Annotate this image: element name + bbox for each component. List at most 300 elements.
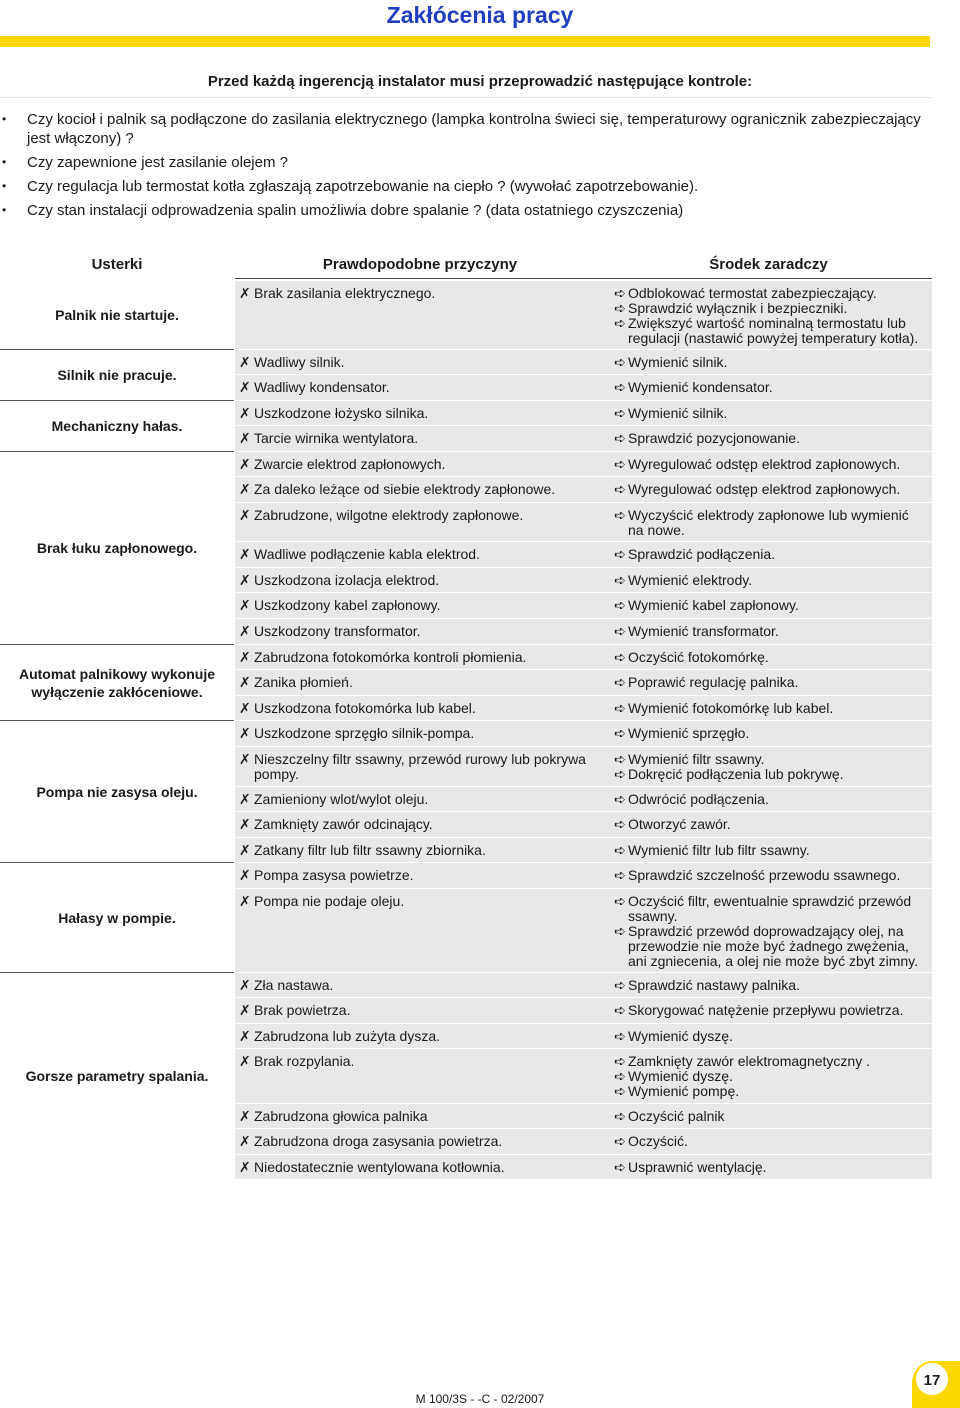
cause-cell [239,431,599,446]
remedy-cell [614,701,926,716]
checklist-item: • Czy zapewnione jest zasilanie olejem ? [0,153,930,172]
cause-cell [239,1134,599,1149]
remedy-line [614,701,926,716]
remedy-line [614,457,926,472]
remedy-text: Usprawnić wentylację. [628,1159,767,1175]
cause-text: Wadliwe podłączenie kabla elektrod. [254,546,480,562]
remedy-text: Wymienić silnik. [628,354,728,370]
remedy-text: Wymienić kondensator. [628,379,773,395]
remedy-line [614,624,926,639]
remedy-text: Oczyścić filtr, ewentualnie sprawdzić przewód ssawny. [628,893,912,924]
fault-cell: Brak łuku zapłonowego. [36,540,198,556]
cross-icon: ✗ [239,405,251,421]
remedy-text: Wyregulować odstęp elektrod zapłonowych. [628,456,901,472]
cause-cell [239,792,599,807]
cause-line [239,978,599,993]
remedy-text: Zamknięty zawór elektromagnetyczny . [628,1053,870,1069]
remedy-cell [614,817,926,832]
remedy-text: Zwiększyć wartość nominalną termostatu lub regulacji (nastawić powyżej temperatury kotła). [628,315,919,346]
cause-line [239,457,599,472]
cause-line [239,482,599,497]
header-faults: Usterki [91,256,143,273]
remedy-line [614,1069,926,1084]
table-row [235,426,932,451]
cause-cell [239,286,599,301]
arrow-icon: ➪ [614,354,626,370]
remedy-cell [614,752,926,782]
table-row [235,812,932,837]
table-row [235,401,932,425]
cause-cell [239,406,599,421]
remedy-line [614,868,926,883]
remedy-line [614,924,926,969]
cause-line [239,355,599,370]
cause-text: Uszkodzony kabel zapłonowy. [254,597,441,613]
remedy-cell [614,1029,926,1044]
remedy-line [614,573,926,588]
cross-icon: ✗ [239,649,251,665]
cause-text: Wadliwy silnik. [254,354,345,370]
arrow-icon: ➪ [614,546,626,562]
arrow-icon: ➪ [614,791,626,807]
cause-text: Zatkany filtr lub filtr ssawny zbiornika. [254,842,486,858]
cause-line [239,286,599,301]
fault-cell: Pompa nie zasysa oleju. [36,783,198,800]
remedy-cell [614,431,926,446]
arrow-icon: ➪ [614,405,626,421]
remedy-cell [614,457,926,472]
remedy-cell [614,547,926,562]
cross-icon: ✗ [239,507,251,523]
arrow-icon: ➪ [614,285,626,301]
cross-icon: ✗ [239,379,251,395]
table-row [235,645,932,669]
table-row [235,863,932,888]
remedy-text: Dokręcić podłączenia lub pokrywę. [628,766,844,782]
cross-icon: ✗ [239,481,251,497]
arrow-icon: ➪ [614,481,626,497]
cause-text: Zabrudzona fotokomórka kontroli płomienia. [254,649,527,665]
remedy-text: Odwrócić podłączenia. [628,791,769,807]
cause-line [239,431,599,446]
cause-text: Za daleko leżące od siebie elektrody zapłonowe. [254,481,556,497]
cause-cell [239,482,599,497]
remedy-cell [614,380,926,395]
cross-icon: ✗ [239,977,251,993]
remedy-line [614,650,926,665]
cross-icon: ✗ [239,354,251,370]
checklist-heading: Przed każdą ingerencją instalator musi przeprowadzić następujące kontrole: [207,73,753,90]
remedy-line [614,598,926,613]
arrow-icon: ➪ [614,893,626,909]
cause-cell [239,650,599,665]
cause-line [239,868,599,883]
cause-text: Uszkodzona fotokomórka lub kabel. [254,700,476,716]
table-row [235,281,932,349]
cause-cell [239,978,599,993]
arrow-icon: ➪ [614,1083,626,1099]
table-row [235,838,932,862]
cause-line [239,752,599,782]
cross-icon: ✗ [239,456,251,472]
cause-cell [239,1160,599,1175]
cause-cell [239,675,599,690]
cause-line [239,624,599,639]
cause-text: Wadliwy kondensator. [254,379,390,395]
arrow-icon: ➪ [614,456,626,472]
remedy-line [614,355,926,370]
cause-cell [239,817,599,832]
remedy-text: Wymienić fotokomórkę lub kabel. [628,700,834,716]
remedy-text: Wymienić sprzęgło. [628,725,750,741]
remedy-text: Oczyścić. [628,1133,688,1149]
remedy-line [614,1109,926,1124]
cause-cell [239,1029,599,1044]
cross-icon: ✗ [239,1028,251,1044]
fault-cell: Palnik nie startuje. [55,307,179,323]
table-row [235,350,932,374]
cause-line [239,406,599,421]
table-row [235,747,932,786]
cause-line [239,573,599,588]
remedy-cell [614,1134,926,1149]
remedy-text: Sprawdzić pozycjonowanie. [628,430,800,446]
remedy-text: Wyczyścić elektrody zapłonowe lub wymienić na nowe. [628,507,909,538]
arrow-icon: ➪ [614,977,626,993]
arrow-icon: ➪ [614,430,626,446]
remedy-text: Wymienić filtr lub filtr ssawny. [628,842,810,858]
arrow-icon: ➪ [614,1053,626,1069]
cause-line [239,894,599,909]
cross-icon: ✗ [239,1053,251,1069]
arrow-icon: ➪ [614,649,626,665]
cause-line [239,1054,599,1069]
cross-icon: ✗ [239,623,251,639]
cross-icon: ✗ [239,1002,251,1018]
remedy-text: Oczyścić fotokomórkę. [628,649,769,665]
remedy-line [614,301,926,316]
remedy-line [614,431,926,446]
remedy-line [614,380,926,395]
remedy-line [614,1029,926,1044]
cause-cell [239,508,599,523]
remedy-cell [614,792,926,807]
cause-text: Brak powietrza. [254,1002,351,1018]
cause-cell [239,752,599,782]
cause-line [239,1029,599,1044]
table-row [235,721,932,746]
remedy-line [614,843,926,858]
remedy-line [614,1134,926,1149]
arrow-icon: ➪ [614,597,626,613]
page-number: 17 [923,1372,941,1389]
remedy-text: Wymienić filtr ssawny. [628,751,765,767]
cause-text: Uszkodzony transformator. [254,623,421,639]
remedy-text: Odblokować termostat zabezpieczający. [628,285,877,301]
cross-icon: ✗ [239,842,251,858]
table-row [235,787,932,811]
page-number-badge [902,1351,960,1408]
remedy-line [614,1160,926,1175]
cross-icon: ✗ [239,597,251,613]
cause-line [239,1109,599,1124]
table-row [235,1155,932,1179]
cause-text: Uszkodzone łożysko silnika. [254,405,429,421]
document-code: M 100/3S - -C - 02/2007 [415,1392,545,1406]
remedy-line [614,316,926,346]
cause-text: Zabrudzona głowica palnika [254,1108,428,1124]
cause-text: Zanika płomień. [254,674,353,690]
table-row [235,568,932,592]
cause-line [239,650,599,665]
cause-line [239,843,599,858]
remedy-cell [614,286,926,346]
cause-cell [239,457,599,472]
remedy-cell [614,978,926,993]
remedy-line [614,978,926,993]
arrow-icon: ➪ [614,766,626,782]
table-rule [235,278,932,279]
table-row [235,619,932,644]
remedy-cell [614,573,926,588]
arrow-icon: ➪ [614,572,626,588]
remedy-cell [614,624,926,639]
header-causes: Prawdopodobne przyczyny [322,256,518,273]
remedy-cell [614,598,926,613]
cause-text: Zabrudzone, wilgotne elektrody zapłonowe. [254,507,524,523]
table-row [235,375,932,400]
cause-cell [239,701,599,716]
remedy-cell [614,1054,926,1099]
remedy-text: Wymienić dyszę. [628,1068,733,1084]
cause-cell [239,380,599,395]
cause-text: Tarcie wirnika wentylatora. [254,430,419,446]
arrow-icon: ➪ [614,700,626,716]
arrow-icon: ➪ [614,1159,626,1175]
cross-icon: ✗ [239,867,251,883]
cross-icon: ✗ [239,430,251,446]
cause-cell [239,1054,599,1069]
remedy-line [614,547,926,562]
table-row [235,1129,932,1154]
remedy-text: Otworzyć zawór. [628,816,731,832]
arrow-icon: ➪ [614,867,626,883]
cause-cell [239,1003,599,1018]
cross-icon: ✗ [239,700,251,716]
remedy-cell [614,1003,926,1018]
cross-icon: ✗ [239,1159,251,1175]
cause-text: Pompa nie podaje oleju. [254,893,405,909]
remedy-cell [614,843,926,858]
remedy-text: Wymienić pompę. [628,1083,740,1099]
remedy-line [614,286,926,301]
remedy-cell [614,482,926,497]
cause-text: Brak rozpylania. [254,1053,355,1069]
cause-text: Uszkodzona izolacja elektrod. [254,572,440,588]
remedy-cell [614,406,926,421]
cause-cell [239,624,599,639]
cause-cell [239,355,599,370]
cross-icon: ✗ [239,285,251,301]
table-row [235,1104,932,1128]
remedy-cell [614,894,926,969]
remedy-text: Sprawdzić nastawy palnika. [628,977,800,993]
cause-text: Nieszczelny filtr ssawny, przewód rurowy lub pokrywa pompy. [254,751,586,782]
cause-cell [239,598,599,613]
cause-text: Zła nastawa. [254,977,334,993]
remedy-line [614,817,926,832]
remedy-cell [614,1160,926,1175]
remedy-cell [614,1109,926,1124]
remedy-text: Wymienić transformator. [628,623,779,639]
cause-cell [239,1109,599,1124]
remedy-line [614,1084,926,1099]
arrow-icon: ➪ [614,842,626,858]
cause-text: Zwarcie elektrod zapłonowych. [254,456,446,472]
table-row [235,542,932,567]
remedy-line [614,752,926,767]
cause-text: Zabrudzona droga zasysania powietrza. [254,1133,503,1149]
remedy-line [614,1003,926,1018]
arrow-icon: ➪ [614,1002,626,1018]
cause-cell [239,547,599,562]
remedy-cell [614,726,926,741]
cause-line [239,675,599,690]
remedy-cell [614,675,926,690]
remedy-text: Wymienić elektrody. [628,572,753,588]
arrow-icon: ➪ [614,1068,626,1084]
remedy-line [614,675,926,690]
remedy-line [614,726,926,741]
cross-icon: ✗ [239,572,251,588]
cause-text: Zabrudzona lub zużyta dysza. [254,1028,440,1044]
arrow-icon: ➪ [614,623,626,639]
fault-cell: Mechaniczny hałas. [51,418,183,434]
arrow-icon: ➪ [614,379,626,395]
cross-icon: ✗ [239,791,251,807]
cause-text: Uszkodzone sprzęgło silnik-pompa. [254,725,475,741]
arrow-icon: ➪ [614,315,626,331]
cross-icon: ✗ [239,893,251,909]
cause-cell [239,726,599,741]
cross-icon: ✗ [239,674,251,690]
cause-line [239,598,599,613]
remedy-text: Sprawdzić przewód doprowadzający olej, na przewodzie nie może być żadnego zwężenia, ani zgniecenia, a olej nie może być zbyt zimny. [628,923,918,969]
remedy-text: Poprawić regulację palnika. [628,674,799,690]
cause-line [239,380,599,395]
remedy-text: Wymienić dyszę. [628,1028,733,1044]
cause-line [239,701,599,716]
cause-line [239,1003,599,1018]
remedy-line [614,767,926,782]
cross-icon: ✗ [239,816,251,832]
remedy-line [614,406,926,421]
table-row [235,889,932,972]
cause-text: Niedostatecznie wentylowana kotłownia. [254,1159,505,1175]
checklist-item: • Czy kocioł i palnik są podłączone do zasilania elektrycznego (lampka kontrolna świeci się, temperaturowy ogranicznik zabezpieczający jest włączony) ? [0,110,930,148]
cross-icon: ✗ [239,725,251,741]
arrow-icon: ➪ [614,1133,626,1149]
fault-cell: Hałasy w pompie. [58,909,176,926]
cause-line [239,547,599,562]
remedy-cell [614,355,926,370]
cause-cell [239,894,599,909]
cross-icon: ✗ [239,1108,251,1124]
remedy-text: Wyregulować odstęp elektrod zapłonowych. [628,481,901,497]
header-remedies: Środek zaradczy [709,256,828,273]
fault-cell: Silnik nie pracuje. [57,367,177,383]
cause-text: Zamknięty zawór odcinający. [254,816,433,832]
cross-icon: ✗ [239,751,251,767]
remedy-line [614,792,926,807]
table-row [235,593,932,618]
remedy-line [614,1054,926,1069]
arrow-icon: ➪ [614,751,626,767]
fault-cell: Automat palnikowy wykonuje wyłączenie zakłóceniowe. [18,665,216,700]
table-row [235,973,932,997]
arrow-icon: ➪ [614,507,626,523]
remedy-text: Sprawdzić szczelność przewodu ssawnego. [628,867,901,883]
table-row [235,1049,932,1103]
cause-line [239,817,599,832]
arrow-icon: ➪ [614,674,626,690]
page-title: Zakłócenia pracy [386,2,574,28]
table-row [235,452,932,476]
cause-cell [239,868,599,883]
remedy-cell [614,868,926,883]
remedy-line [614,894,926,924]
remedy-text: Sprawdzić wyłącznik i bezpieczniki. [628,300,848,316]
remedy-cell [614,650,926,665]
remedy-text: Wymienić kabel zapłonowy. [628,597,799,613]
cause-line [239,1160,599,1175]
remedy-text: Wymienić silnik. [628,405,728,421]
cause-line [239,726,599,741]
arrow-icon: ➪ [614,816,626,832]
table-row [235,1024,932,1048]
remedy-text: Sprawdzić podłączenia. [628,546,776,562]
cause-line [239,1134,599,1149]
table-row [235,477,932,502]
checklist-item: • Czy stan instalacji odprowadzenia spalin umożliwia dobre spalanie ? (data ostatniego czyszczenia) [0,201,930,220]
fault-cell: Gorsze parametry spalania. [25,1068,209,1084]
remedy-text: Oczyścić palnik [628,1108,725,1124]
cross-icon: ✗ [239,1133,251,1149]
checklist-item: • Czy regulacja lub termostat kotła zgłaszają zapotrzebowanie na ciepło ? (wywołać zapotrzebowanie). [0,177,930,196]
table-row [235,998,932,1023]
table-row [235,503,932,541]
table-row [235,670,932,695]
remedy-line [614,482,926,497]
arrow-icon: ➪ [614,725,626,741]
table-row [235,696,932,720]
cause-text: Brak zasilania elektrycznego. [254,285,436,301]
remedy-line [614,508,926,538]
arrow-icon: ➪ [614,1028,626,1044]
arrow-icon: ➪ [614,300,626,316]
remedy-text: Skorygować natężenie przepływu powietrza. [628,1002,904,1018]
cause-line [239,792,599,807]
cause-text: Zamieniony wlot/wylot oleju. [254,791,429,807]
cross-icon: ✗ [239,546,251,562]
arrow-icon: ➪ [614,1108,626,1124]
remedy-cell [614,508,926,538]
cause-text: Pompa zasysa powietrze. [254,867,414,883]
cause-line [239,508,599,523]
cause-cell [239,843,599,858]
cause-cell [239,573,599,588]
arrow-icon: ➪ [614,923,626,939]
